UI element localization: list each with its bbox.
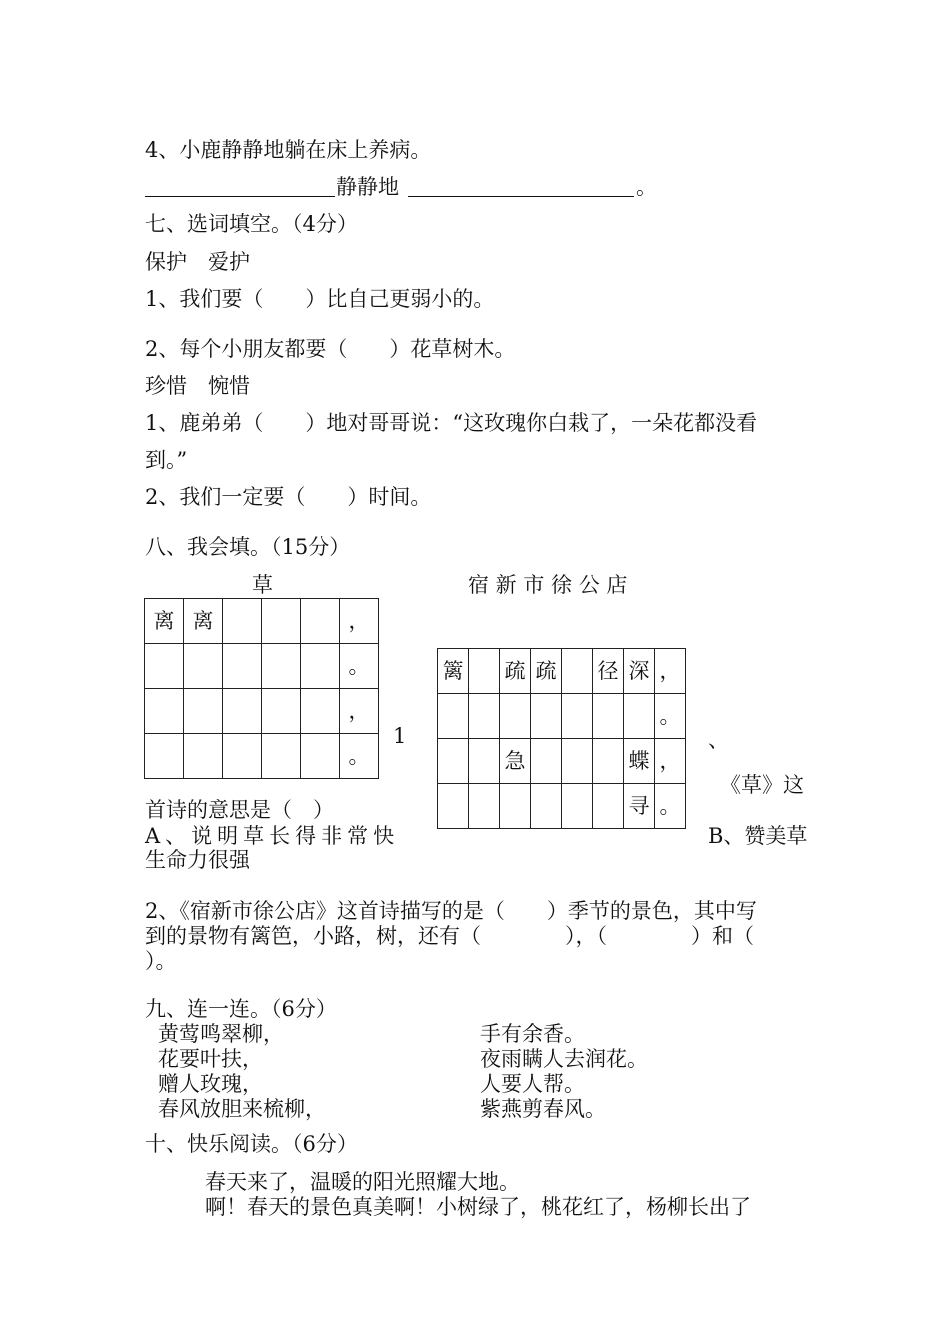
poem1-cell[interactable] xyxy=(262,599,301,644)
poem2-cell[interactable] xyxy=(562,739,593,784)
poem2-cell[interactable] xyxy=(469,784,500,829)
q9-left-1[interactable]: 黄莺鸣翠柳， xyxy=(158,1022,284,1046)
q8-comma: 、 xyxy=(708,728,729,752)
poem2-cell[interactable] xyxy=(500,694,531,739)
q9-right-1[interactable]: 手有余香。 xyxy=(480,1022,585,1046)
poem2-cell[interactable] xyxy=(531,694,562,739)
poem1-cell: 离 xyxy=(184,599,223,644)
q8-q2-line3: ）。 xyxy=(145,949,177,973)
poem2-cell: 寻 xyxy=(624,784,655,829)
answer-blank-1[interactable] xyxy=(145,196,335,197)
poem2-cell: 深 xyxy=(624,649,655,694)
poem1-cell: ， xyxy=(340,599,379,644)
q10-paragraph-1: 春天来了，温暖的阳光照耀大地。 xyxy=(205,1170,520,1194)
poem1-cell[interactable] xyxy=(184,644,223,689)
poem1-cell[interactable] xyxy=(262,734,301,779)
poem1-row xyxy=(145,734,379,779)
poem2-cell[interactable] xyxy=(469,649,500,694)
poem1-cell[interactable] xyxy=(145,689,184,734)
poem1-cell[interactable] xyxy=(262,689,301,734)
poem1-row xyxy=(145,689,379,734)
poem2-cell[interactable] xyxy=(531,784,562,829)
q8-option-tail: 生命力很强 xyxy=(145,848,250,872)
poem2-cell: ， xyxy=(655,649,686,694)
answer-blank-2[interactable] xyxy=(408,196,634,197)
poem2-cell: 急 xyxy=(500,739,531,784)
poem2-grid xyxy=(437,648,686,829)
poem2-row xyxy=(438,784,686,829)
poem1-cell[interactable] xyxy=(262,644,301,689)
poem1-row xyxy=(145,644,379,689)
q8-title: 八、我会填。（15分） xyxy=(145,535,351,559)
poem2-cell[interactable] xyxy=(562,784,593,829)
poem2-cell[interactable] xyxy=(593,784,624,829)
poem2-row xyxy=(438,694,686,739)
poem1-grid xyxy=(144,598,379,779)
poem1-cell[interactable] xyxy=(301,599,340,644)
poem1-cell[interactable] xyxy=(223,734,262,779)
q8-meaning-question: 首诗的意思是（ ） xyxy=(145,798,334,822)
q7-sentence-1-1: 1、我们要（ ）比自己更弱小的。 xyxy=(145,287,495,311)
q7-sentence-2-2: 2、我们一定要（ ）时间。 xyxy=(145,485,432,509)
q7-words-1: 保护 爱护 xyxy=(145,250,250,274)
q7-words-2: 珍惜 惋惜 xyxy=(145,374,250,398)
poem1-cell[interactable] xyxy=(223,599,262,644)
q8-option-a: A、说明草长得非常快 xyxy=(145,824,400,848)
poem2-cell: ， xyxy=(655,739,686,784)
q7-title: 七、选词填空。（4分） xyxy=(145,212,358,236)
poem1-cell[interactable] xyxy=(301,689,340,734)
poem1-cell: 。 xyxy=(340,734,379,779)
poem1-cell[interactable] xyxy=(223,644,262,689)
poem2-cell: 蝶 xyxy=(624,739,655,784)
poem2-cell[interactable] xyxy=(562,694,593,739)
q10-paragraph-2: 啊！春天的景色真美啊！小树绿了，桃花红了，杨柳长出了 xyxy=(205,1195,751,1219)
q9-right-3[interactable]: 人要人帮。 xyxy=(480,1072,585,1096)
poem2-cell: 篱 xyxy=(438,649,469,694)
q6-end-mark: 。 xyxy=(636,175,657,199)
q9-left-2[interactable]: 花要叶扶， xyxy=(158,1047,263,1071)
poem1-cell[interactable] xyxy=(301,644,340,689)
poem2-cell[interactable] xyxy=(562,649,593,694)
poem1-cell[interactable] xyxy=(184,689,223,734)
poem2-cell[interactable] xyxy=(438,694,469,739)
q10-title: 十、快乐阅读。（6分） xyxy=(145,1132,358,1156)
q8-cao-tail: 《草》这 xyxy=(720,773,804,797)
poem1-cell: 。 xyxy=(340,644,379,689)
q7-sentence-2-1a: 1、鹿弟弟（ ）地对哥哥说：“这玫瑰你白栽了，一朵花都没看 xyxy=(145,411,758,435)
poem2-cell: 疏 xyxy=(500,649,531,694)
poem1-cell[interactable] xyxy=(301,734,340,779)
q7-sentence-2-1b: 到。” xyxy=(145,448,188,472)
poem2-cell: 径 xyxy=(593,649,624,694)
q8-option-b: B、赞美草 xyxy=(708,824,808,848)
poem2-cell[interactable] xyxy=(624,694,655,739)
poem1-cell[interactable] xyxy=(184,734,223,779)
q9-right-2[interactable]: 夜雨瞒人去润花。 xyxy=(480,1047,648,1071)
poem2-cell[interactable] xyxy=(469,739,500,784)
poem2-title: 宿 新 市 徐 公 店 xyxy=(468,573,628,597)
poem1-title: 草 xyxy=(252,573,273,597)
poem2-cell[interactable] xyxy=(438,739,469,784)
poem2-cell[interactable] xyxy=(593,694,624,739)
poem2-row xyxy=(438,649,686,694)
q9-left-3[interactable]: 赠人玫瑰， xyxy=(158,1072,263,1096)
q8-number-1: 1 xyxy=(393,724,407,748)
poem2-cell[interactable] xyxy=(531,739,562,784)
poem2-cell[interactable] xyxy=(500,784,531,829)
poem1-cell[interactable] xyxy=(145,734,184,779)
poem1-cell: 离 xyxy=(145,599,184,644)
q9-title: 九、连一连。（6分） xyxy=(145,997,337,1021)
poem2-cell[interactable] xyxy=(593,739,624,784)
poem1-cell: ， xyxy=(340,689,379,734)
q6-sentence: 4、小鹿静静地躺在床上养病。 xyxy=(145,138,432,162)
poem2-cell: 。 xyxy=(655,784,686,829)
poem1-row xyxy=(145,599,379,644)
q9-right-4[interactable]: 紫燕剪春风。 xyxy=(480,1097,606,1121)
poem2-cell: 疏 xyxy=(531,649,562,694)
poem2-row xyxy=(438,739,686,784)
poem2-cell[interactable] xyxy=(469,694,500,739)
q6-middle-word: 静静地 xyxy=(336,175,399,199)
q9-left-4[interactable]: 春风放胆来梳柳， xyxy=(158,1097,326,1121)
poem2-cell[interactable] xyxy=(438,784,469,829)
q7-sentence-1-2: 2、每个小朋友都要（ ）花草树木。 xyxy=(145,337,516,361)
poem2-cell: 。 xyxy=(655,694,686,739)
q8-q2-line2: 到的景物有篱笆，小路，树，还有（ ），（ ）和（ xyxy=(145,924,754,948)
q8-q2-line1: 2、《宿新市徐公店》这首诗描写的是（ ）季节的景色，其中写 xyxy=(145,899,757,923)
poem1-cell[interactable] xyxy=(145,644,184,689)
poem1-cell[interactable] xyxy=(223,689,262,734)
